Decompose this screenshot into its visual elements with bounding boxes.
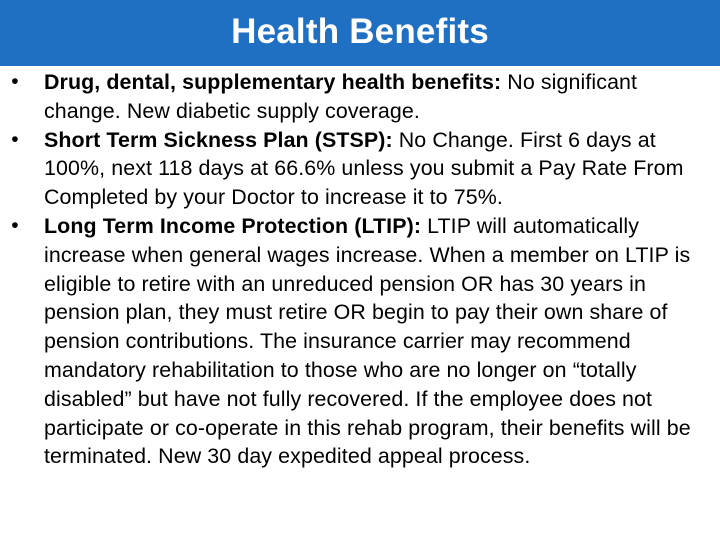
- bullet-heading: Short Term Sickness Plan (STSP):: [44, 127, 393, 152]
- bullet-icon: •: [11, 213, 19, 237]
- bullet-drug-dental: [0, 68, 720, 126]
- bullet-text: LTIP will automatically increase when general wages increase. When a member on LTIP is eligible to retire with an unreduced pension OR has 30 years in pension plan, they must retire OR begin to pay their own share of pension contributions. The insurance carrier may recommend mandatory rehabilitation to those who are no longer on “totally disabled” but have not fully recovered. If the employee does not participate or co-operate in this rehab program, their benefits will be terminated. New 30 day expedited appeal process.: [44, 213, 691, 469]
- bullet-icon: •: [11, 127, 19, 151]
- bullet-text: No Change. First 6 days at 100%, next 118 days at 66.6% unless you submit a Pay Rate From Completed by your Doctor to increase it to 75%.: [44, 127, 684, 210]
- bullet-stsp: [0, 126, 720, 212]
- title-bar: [0, 0, 720, 66]
- bullet-ltip: [0, 212, 720, 471]
- bullet-heading: Long Term Income Protection (LTIP):: [44, 213, 422, 238]
- bullet-text: No significant change. New diabetic supply coverage.: [44, 70, 638, 123]
- bullet-list: [0, 68, 720, 471]
- bullet-icon: •: [11, 70, 19, 93]
- bullet-heading: Drug, dental, supplementary health benefits:: [44, 70, 502, 94]
- slide-title: Health Benefits: [231, 11, 489, 51]
